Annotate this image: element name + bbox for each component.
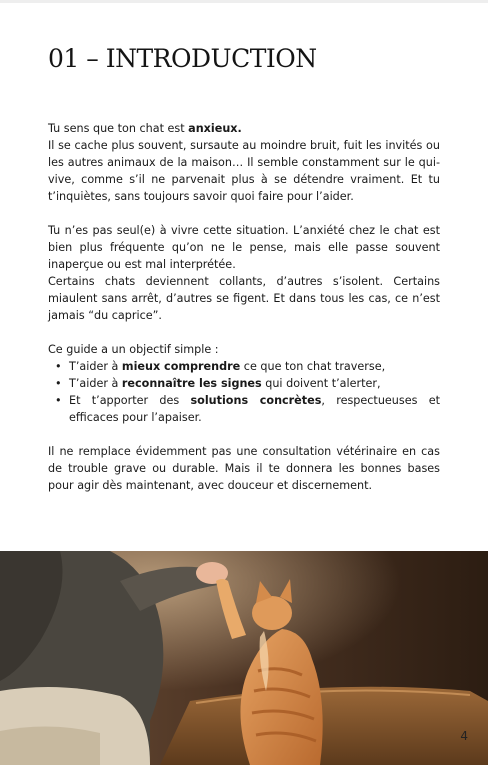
item-text: T’aider à xyxy=(69,377,122,390)
page-number: 4 xyxy=(460,729,468,743)
intro-paragraph: Il se cache plus souvent, sursaute au moindre bruit, fuit les invités ou les autres animaux de la maison… Il semble constamment sur le qui-vive, comme s’il ne parvenait plus à se détendre vraiment. Et tu t’inquiètes, sans toujours savoir quoi faire pour l’aider. xyxy=(48,139,440,203)
spacer xyxy=(48,324,440,341)
list-item xyxy=(48,358,440,375)
section-number: 01 xyxy=(48,44,79,73)
item-bold: reconnaître les signes xyxy=(121,377,262,390)
list-item xyxy=(48,375,440,392)
guide-list xyxy=(48,358,440,426)
intro-text: Tu sens que ton chat est xyxy=(48,122,189,135)
top-edge-line xyxy=(0,0,488,3)
item-text: Et t’apporter des xyxy=(69,394,191,407)
intro-bold: anxieux. xyxy=(188,122,242,135)
intro-line xyxy=(48,120,440,137)
item-text: ce que ton chat traverse, xyxy=(240,360,386,373)
item-text: qui doivent t’alerter, xyxy=(261,377,381,390)
spacer xyxy=(48,426,440,443)
section-title: INTRODUCTION xyxy=(105,44,317,73)
item-text: , respectueuses et efficaces pour l’apaiser. xyxy=(69,394,440,424)
title-dash: – xyxy=(78,44,106,73)
item-text: T’aider à xyxy=(69,360,122,373)
closing-paragraph: Il ne remplace évidemment pas une consultation vétérinaire en cas de trouble grave ou durable. Mais il te donnera les bonnes bases pour agir dès maintenant, avec douceur et discernement. xyxy=(48,445,440,492)
cat-photo xyxy=(0,551,488,765)
item-bold: solutions concrètes xyxy=(190,394,322,407)
body-text xyxy=(48,120,440,494)
page-title xyxy=(48,44,317,73)
guide-intro: Ce guide a un objectif simple : xyxy=(48,343,219,356)
paragraph-2b: Certains chats deviennent collants, d’autres s’isolent. Certains miaulent sans arrêt, d’autres se figent. Et dans tous les cas, ce n’est jamais “du caprice”. xyxy=(48,275,440,322)
list-item xyxy=(48,392,440,426)
item-bold: mieux comprendre xyxy=(121,360,241,373)
spacer xyxy=(48,205,440,222)
paragraph-2a: Tu n’es pas seul(e) à vivre cette situation. L’anxiété chez le chat est bien plus fréquente qu’on ne le pense, mais elle passe souvent inaperçue ou est mal interprétée. xyxy=(48,224,440,271)
